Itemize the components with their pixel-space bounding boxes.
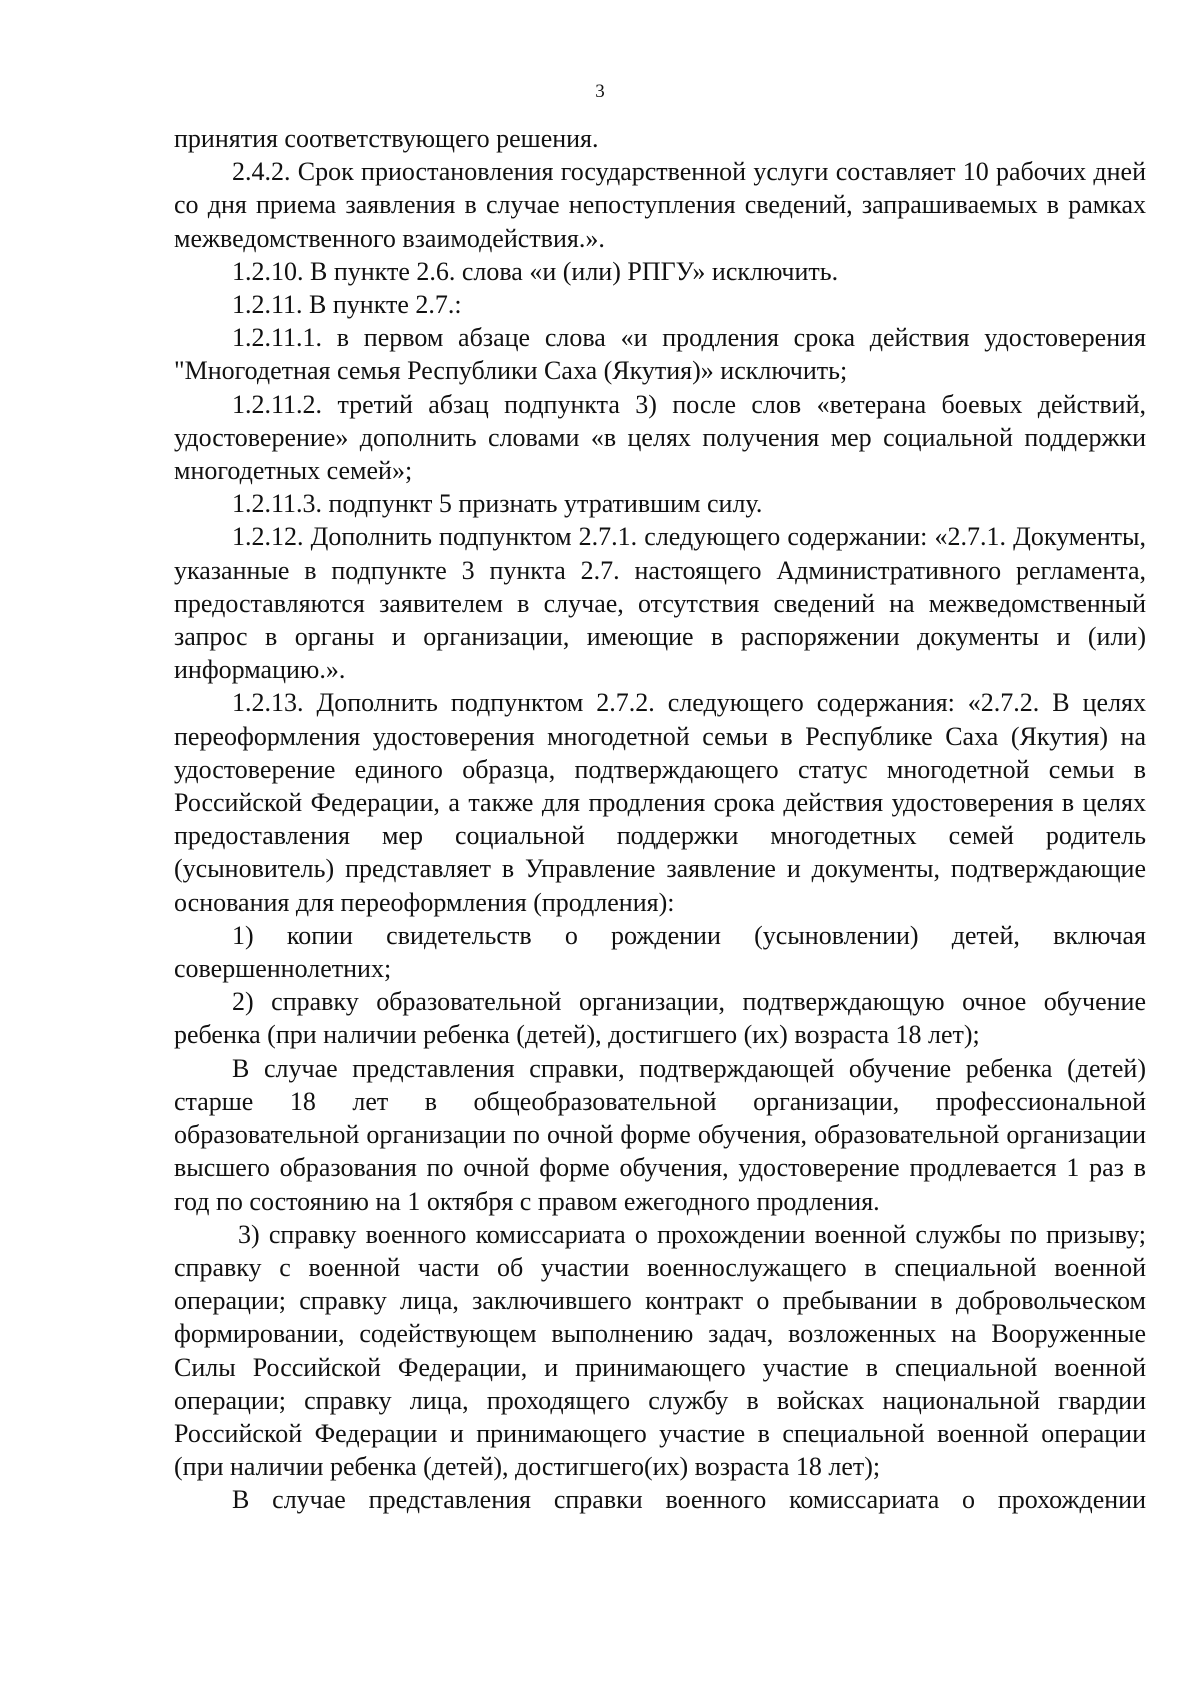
paragraph: 3) справку военного комиссариата о прохождении военной службы по призыву; справку с военной части об участии военнослужащего в специальной военной операции; справку лица, заключившего контракт о пребывании в добровольческом формировании, содействующем выполнению задач, возложенных на Вооруженные Силы Российской Федерации, и принимающего участие в специальной военной операции; справку лица, проходящего службу в войсках национальной гвардии Российской Федерации и принимающего участие в специальной военной операции (при наличии ребенка (детей), достигшего(их) возраста 18 лет); xyxy=(174,1219,1146,1482)
paragraph: 2.4.2. Срок приостановления государственной услуги составляет 10 рабочих дней со дня приема заявления в случае непоступления сведений, запрашиваемых в рамках межведомственного взаимодействия.». xyxy=(174,157,1146,253)
paragraph: 2) справку образовательной организации, подтверждающую очное обучение ребенка (при наличии ребенка (детей), достигшего (их) возраста 18 лет); xyxy=(174,987,1146,1050)
paragraph: 1) копии свидетельств о рождении (усыновлении) детей, включая совершеннолетних; xyxy=(174,920,1146,984)
paragraph: 1.2.12. Дополнить подпунктом 2.7.1. следующего содержании: «2.7.1. Документы, указанные в подпункте 3 пункта 2.7. настоящего Административного регламента, предоставляются заявителем в случае, отсутствия сведений на межведомственный запрос в органы и организации, имеющие в распоряжении документы и (или) информацию.». xyxy=(174,522,1146,685)
paragraph: В случае представления справки военного комиссариата о прохождении xyxy=(232,1485,1146,1515)
paragraph: 1.2.11. В пункте 2.7.: xyxy=(232,290,462,320)
paragraph: 1.2.11.2. третий абзац подпункта 3) после слов «ветерана боевых действий, удостоверение» дополнить словами «в целях получения мер социальной поддержки многодетных семей»; xyxy=(174,389,1146,486)
paragraph: В случае представления справки, подтверждающей обучение ребенка (детей) старше 18 лет в общеобразовательной организации, профессиональной образовательной организации по очной форме обучения, образовательной организации высшего образования по очной форме обучения, удостоверение продлевается 1 раз в год по состоянию на 1 октября с правом ежегодного продления. xyxy=(174,1053,1146,1216)
paragraph: 1.2.11.3. подпункт 5 признать утратившим силу. xyxy=(232,489,763,519)
paragraph: 1.2.11.1. в первом абзаце слова «и продления срока действия удостоверения "Многодетная семья Республики Саха (Якутия)» исключить; xyxy=(174,323,1146,386)
document-body xyxy=(174,122,1146,1517)
page-number: 3 xyxy=(595,81,605,102)
paragraph: принятия соответствующего решения. xyxy=(174,124,599,153)
paragraph: 1.2.13. Дополнить подпунктом 2.7.2. следующего содержания: «2.7.2. В целях переоформления удостоверения многодетной семьи в Республике Саха (Якутия) на удостоверение единого образца, подтверждающего статус многодетной семьи в Российской Федерации, а также для продления срока действия удостоверения в целях предоставления мер социальной поддержки многодетных семей родитель (усыновитель) представляет в Управление заявление и документы, подтверждающие основания для переоформления (продления): xyxy=(174,688,1146,917)
paragraph: 1.2.10. В пункте 2.6. слова «и (или) РПГУ» исключить. xyxy=(232,256,839,286)
